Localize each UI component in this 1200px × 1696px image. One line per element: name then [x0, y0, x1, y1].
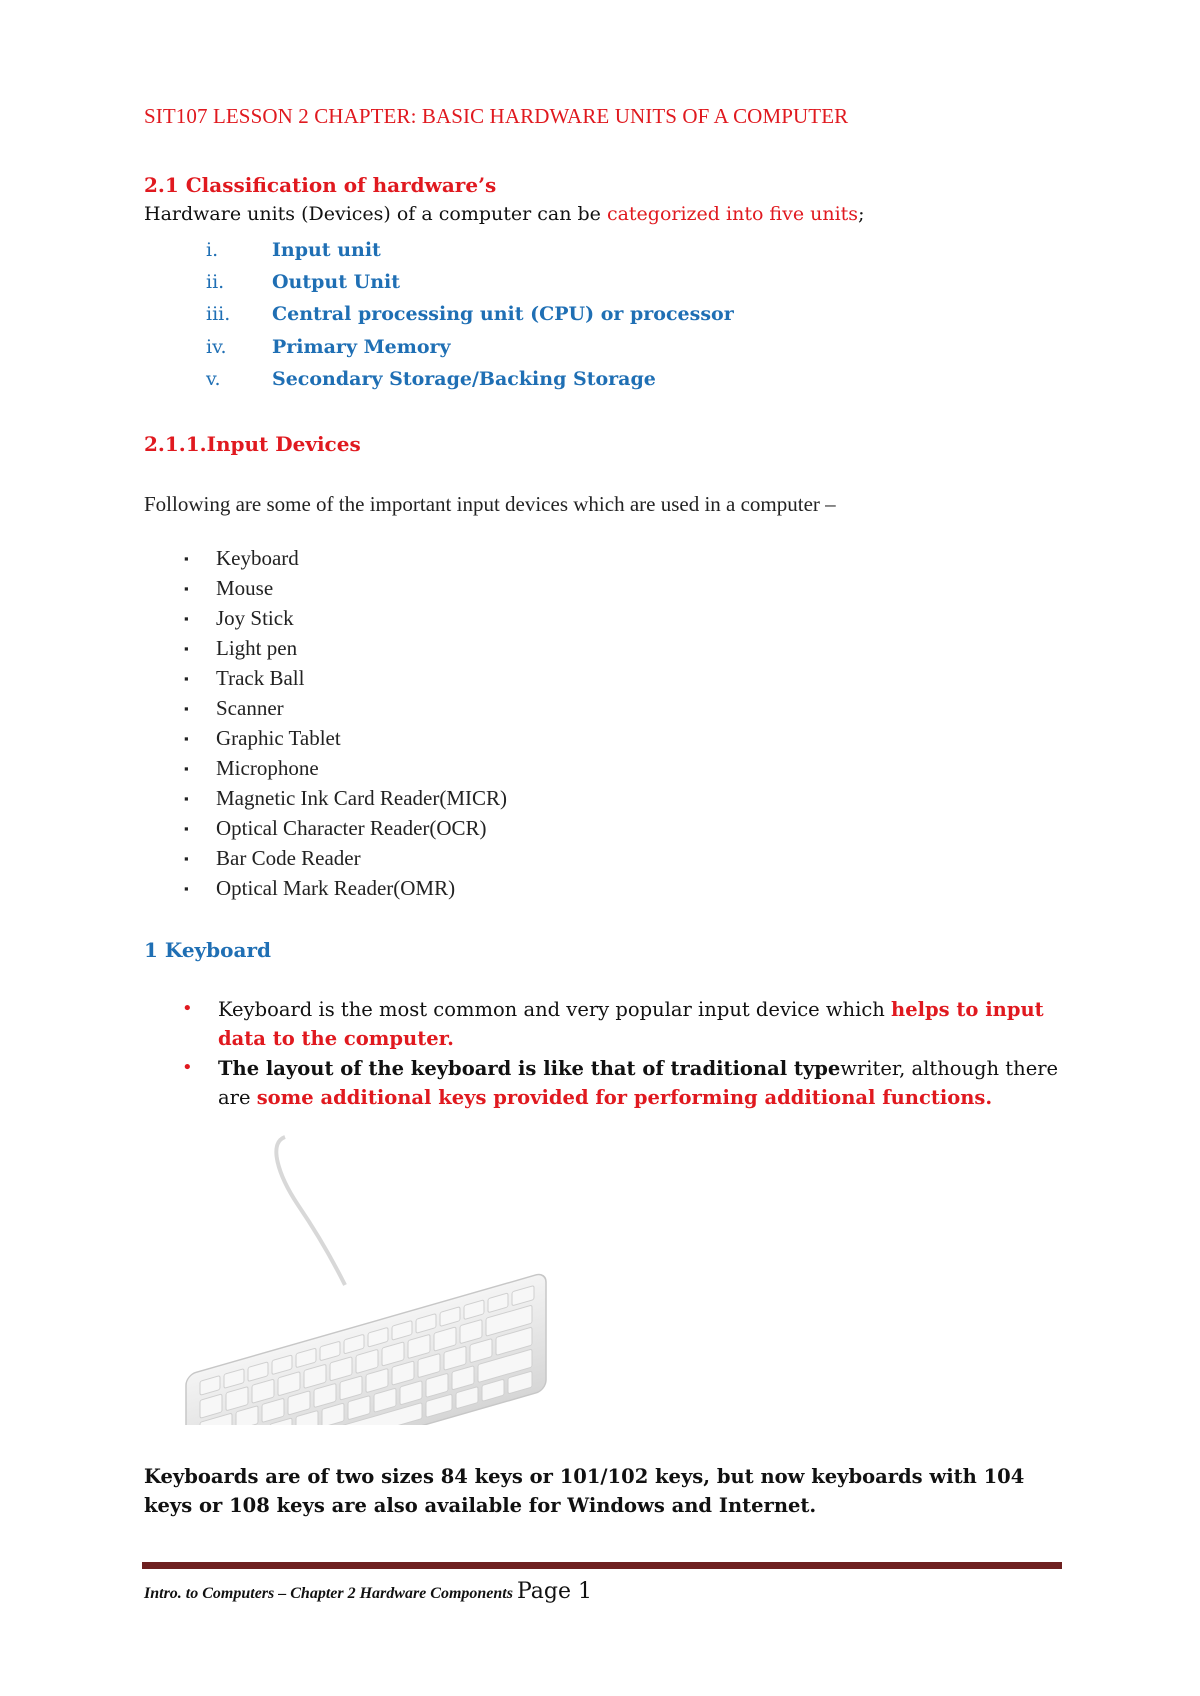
list-item-label: Primary Memory — [272, 336, 451, 358]
intro-start: Hardware units (Devices) of a computer can be — [144, 203, 607, 225]
point-highlight: some additional keys provided for performing additional functions. — [256, 1086, 993, 1109]
list-item-number: iii. — [206, 303, 231, 325]
square-bullet-icon: ▪ — [184, 641, 189, 656]
keyboard-point-1 — [218, 995, 1088, 1053]
footer-text: Intro. to Computers – Chapter 2 Hardware Components — [144, 1585, 517, 1602]
classification-heading: 2.1 Classification of hardware’s — [144, 173, 497, 197]
intro-highlight: categorized into five units — [606, 203, 859, 225]
list-item-label: Input unit — [272, 239, 381, 261]
point-highlight: helps to input data to the computer. — [218, 998, 1044, 1050]
square-bullet-icon: ▪ — [184, 701, 189, 716]
list-item-label: Microphone — [216, 756, 319, 780]
list-item-label: Magnetic Ink Card Reader(MICR) — [216, 786, 507, 810]
list-item-label: Optical Mark Reader(OMR) — [216, 876, 456, 900]
point-text: Keyboard is the most common and very popular input device which — [218, 998, 892, 1021]
square-bullet-icon: ▪ — [184, 731, 189, 746]
list-item-label: Optical Character Reader(OCR) — [216, 816, 487, 840]
input-devices-heading: 2.1.1.Input Devices — [144, 432, 361, 456]
page-number: Page 1 — [516, 1579, 592, 1604]
intro-end: ; — [858, 203, 865, 225]
page-footer — [144, 1579, 592, 1604]
list-item-label: Secondary Storage/Backing Storage — [272, 368, 656, 390]
square-bullet-icon: ▪ — [184, 581, 189, 596]
square-bullet-icon: ▪ — [184, 551, 189, 566]
list-item-number: v. — [206, 368, 221, 390]
square-bullet-icon: ▪ — [184, 761, 189, 776]
list-item-label: Bar Code Reader — [216, 846, 361, 870]
list-item-label: Mouse — [216, 576, 274, 600]
keyboard-cable — [276, 1137, 345, 1285]
footer-divider — [142, 1562, 1062, 1569]
list-item-number: iv. — [206, 336, 227, 358]
list-item-label: Output Unit — [272, 271, 401, 293]
point-text: writer, although there are — [218, 1057, 1059, 1109]
bullet-icon: • — [182, 1057, 193, 1078]
bullet-icon: • — [182, 998, 193, 1019]
input-devices-intro: Following are some of the important input devices which are used in a computer – — [144, 492, 836, 516]
list-item-number: ii. — [206, 271, 225, 293]
list-item-label: Joy Stick — [216, 606, 294, 630]
list-item-label: Scanner — [216, 696, 284, 720]
keyboard-point-2 — [218, 1054, 1088, 1112]
keyboard-heading: 1 Keyboard — [144, 938, 271, 962]
square-bullet-icon: ▪ — [184, 851, 189, 866]
square-bullet-icon: ▪ — [184, 821, 189, 836]
list-item-label: Light pen — [216, 636, 298, 660]
document-title: SIT107 LESSON 2 CHAPTER: BASIC HARDWARE UNITS OF A COMPUTER — [144, 104, 849, 128]
keyboard-body — [186, 1272, 546, 1425]
list-item-label: Track Ball — [216, 666, 305, 690]
keyboard-sizes-paragraph: Keyboards are of two sizes 84 keys or 101/102 keys, but now keyboards with 104 keys or 108 keys are also available for Windows and Internet. — [144, 1465, 1025, 1517]
list-item-label: Graphic Tablet — [216, 726, 341, 750]
square-bullet-icon: ▪ — [184, 611, 189, 626]
point-bold: layout of the keyboard is like that of traditional type — [265, 1057, 841, 1080]
point-text: The — [218, 1057, 266, 1080]
list-item-number: i. — [206, 239, 219, 261]
square-bullet-icon: ▪ — [184, 881, 189, 896]
list-item-label: Central processing unit (CPU) or processor — [272, 303, 734, 325]
square-bullet-icon: ▪ — [184, 671, 189, 686]
classification-intro — [144, 203, 864, 225]
list-item-label: Keyboard — [216, 546, 299, 570]
keyboard-image — [180, 1135, 560, 1425]
square-bullet-icon: ▪ — [184, 791, 189, 806]
